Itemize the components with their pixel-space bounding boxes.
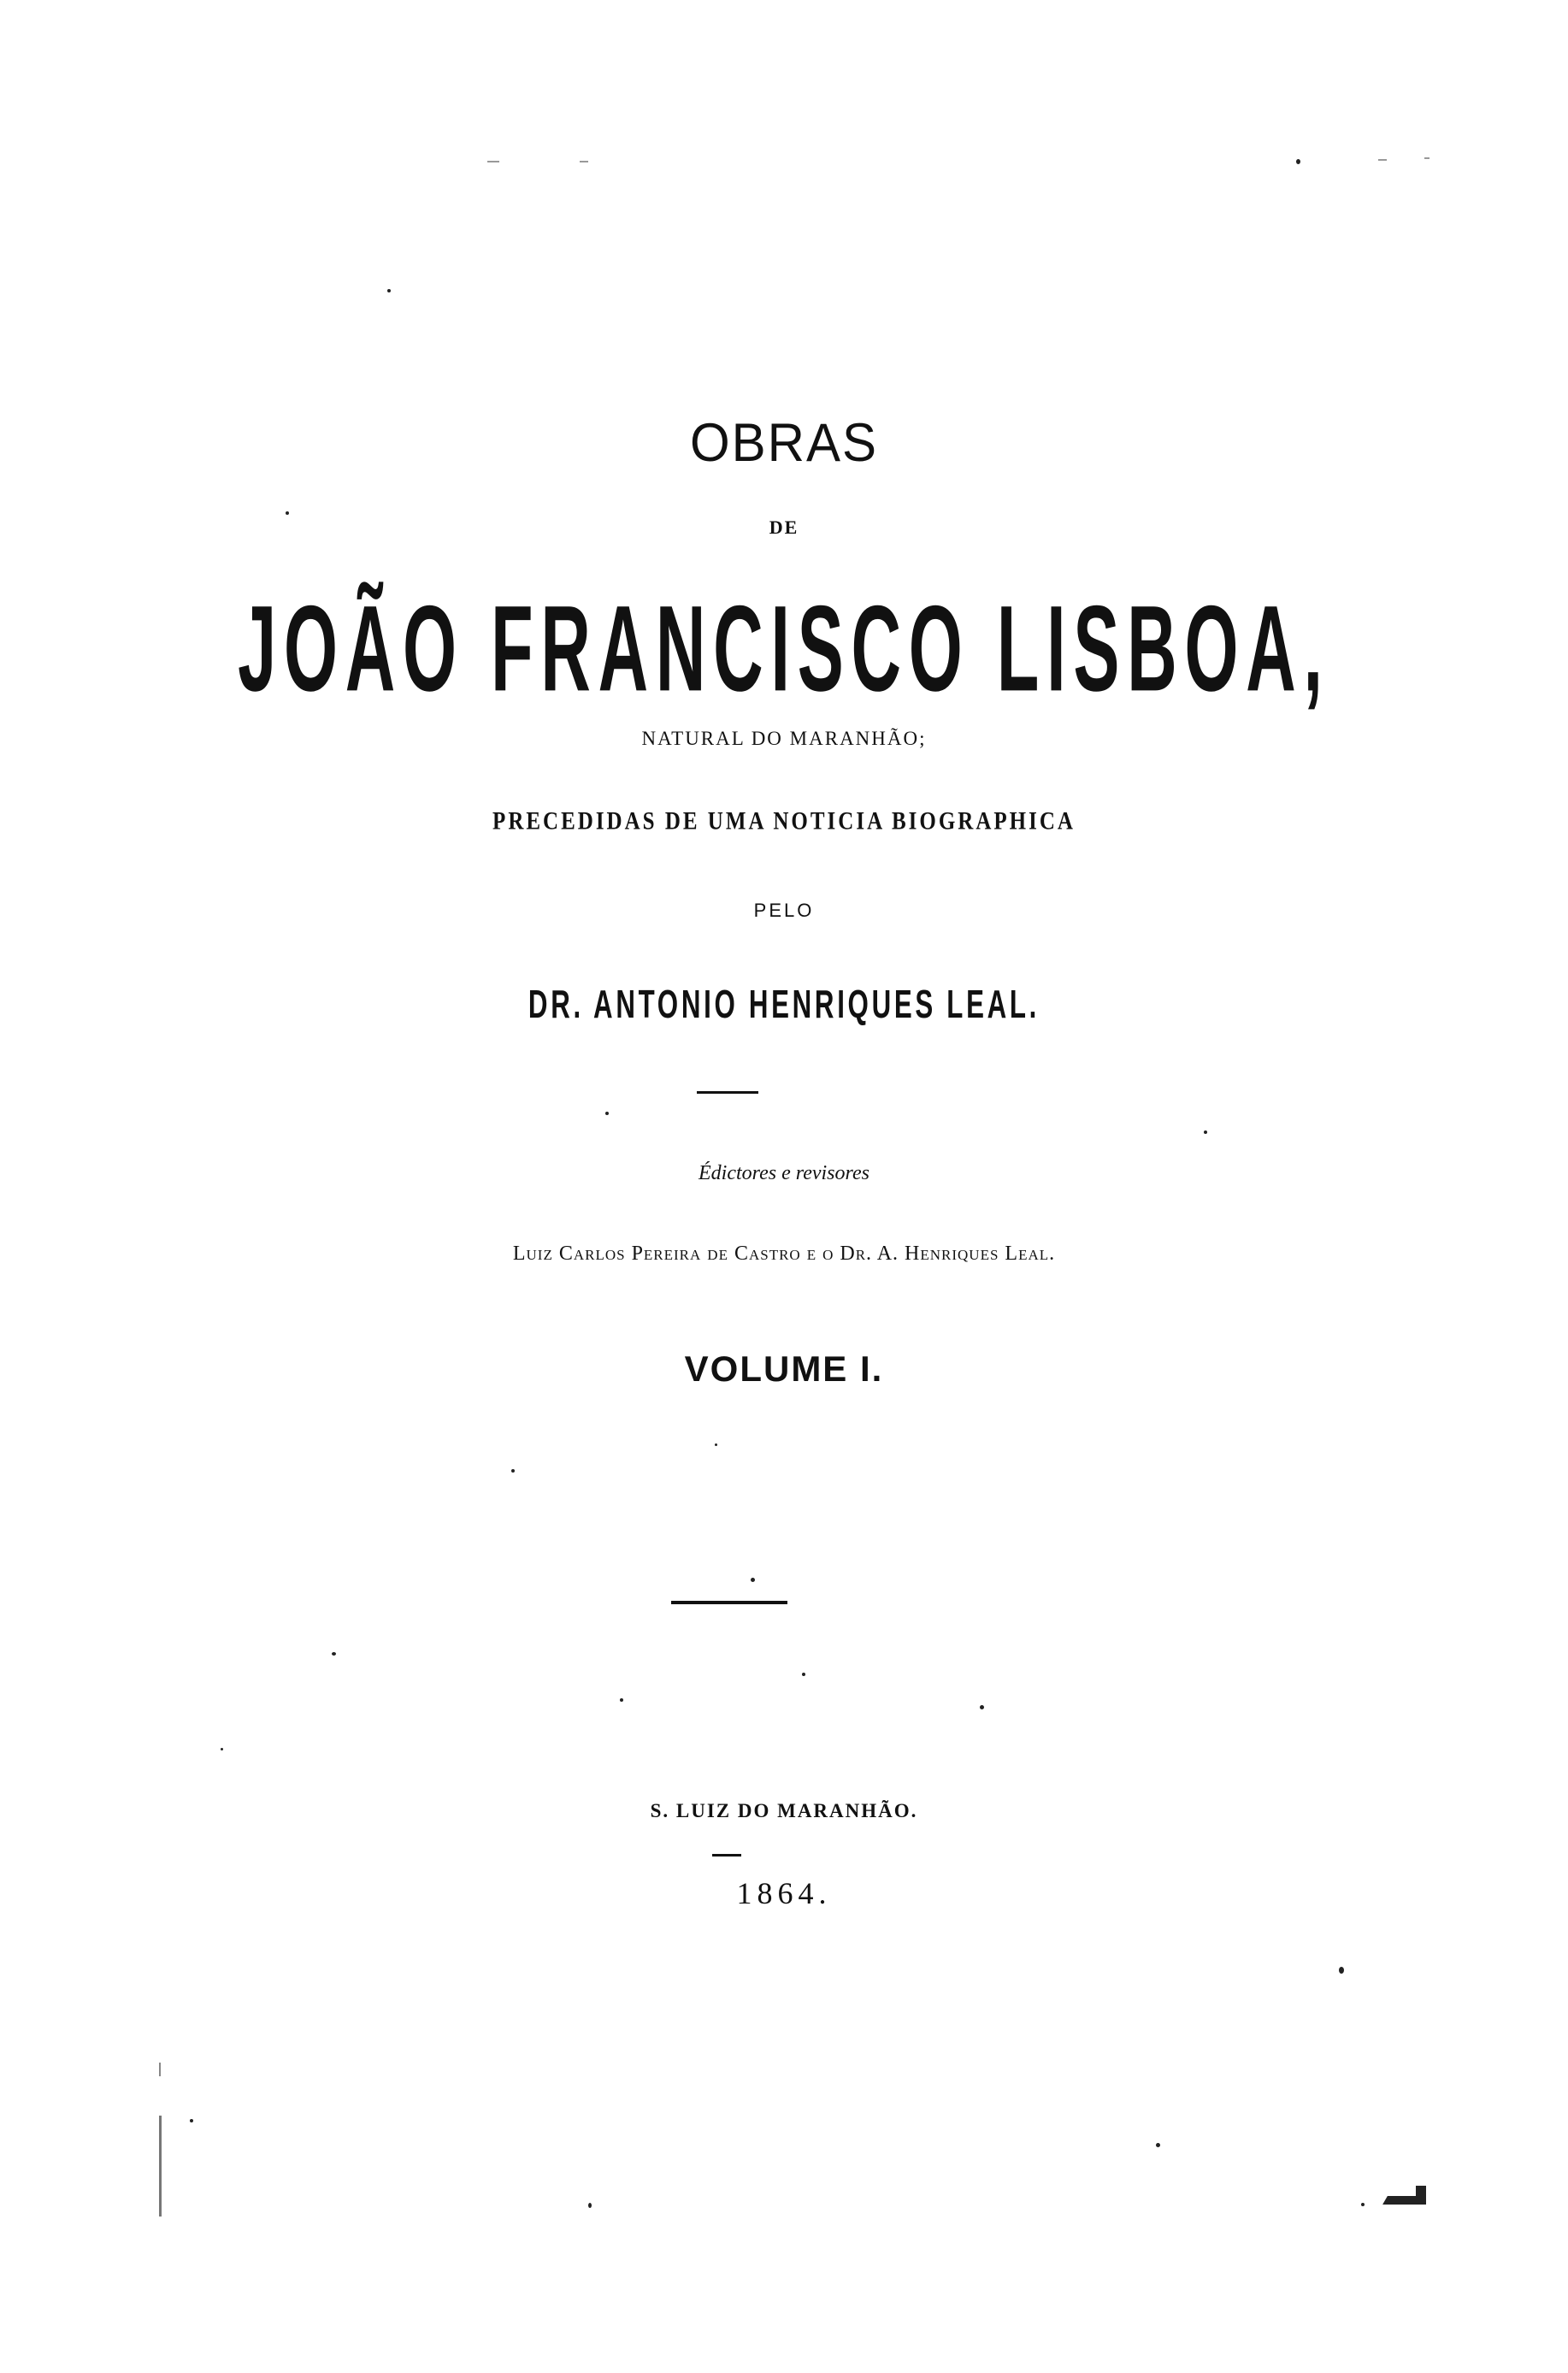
scan-speck <box>588 2203 592 2208</box>
scan-speck <box>580 161 588 162</box>
scan-speck <box>1361 2203 1365 2206</box>
publication-year: 1864. <box>736 1876 832 1910</box>
biography-note: PRECEDIDAS DE UMA NOTICIA BIOGRAPHICA <box>492 807 1076 835</box>
scan-speck <box>511 1469 515 1473</box>
scan-speck <box>487 161 499 162</box>
scan-speck <box>715 1443 717 1446</box>
author-name: JOÃO FRANCISCO LISBOA, <box>238 581 1330 717</box>
scan-speck <box>980 1705 984 1709</box>
scan-speck <box>620 1698 623 1702</box>
scan-speck <box>159 2116 162 2217</box>
scan-speck <box>1296 159 1300 164</box>
scan-speck <box>751 1578 755 1582</box>
scan-speck <box>1424 157 1429 159</box>
biographer-name: DR. ANTONIO HENRIQUES LEAL. <box>528 983 1040 1027</box>
scan-speck <box>190 2119 193 2122</box>
collection-title: OBRAS <box>689 412 879 473</box>
scan-speck <box>802 1673 805 1676</box>
scan-speck <box>159 2063 161 2076</box>
preposition-pelo: PELO <box>753 900 815 921</box>
scan-speck <box>1416 2186 1426 2205</box>
divider-rule <box>671 1601 787 1604</box>
scan-speck <box>332 1652 336 1656</box>
divider-rule <box>697 1091 758 1094</box>
scan-speck <box>1378 159 1387 161</box>
scan-speck <box>1339 1967 1344 1974</box>
editors-names: Luiz Carlos Pereira de Castro e o Dr. A. Henriques Leal. <box>512 1243 1056 1265</box>
scan-speck <box>387 289 391 292</box>
scan-speck <box>605 1112 609 1115</box>
author-origin: NATURAL DO MARANHÃO; <box>641 728 927 749</box>
scan-speck <box>286 511 289 515</box>
scan-speck <box>1156 2143 1160 2147</box>
scan-speck <box>1204 1130 1207 1134</box>
publication-place: S. LUIZ DO MARANHÃO. <box>650 1800 918 1821</box>
scan-speck <box>221 1748 223 1750</box>
volume-number: VOLUME I. <box>684 1349 884 1389</box>
divider-rule <box>712 1854 741 1856</box>
editors-label: Édictores e revisores <box>699 1162 869 1184</box>
preposition-de: DE <box>769 517 799 538</box>
